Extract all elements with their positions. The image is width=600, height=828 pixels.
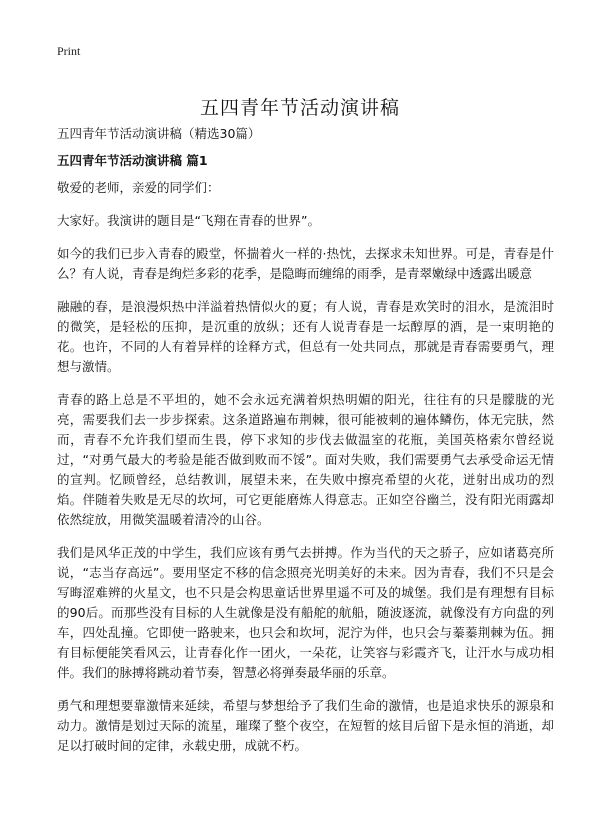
print-link[interactable]: Print <box>57 44 81 58</box>
document-subtitle: 五四青年节活动演讲稿（精选30篇） <box>57 126 261 141</box>
paragraph: 勇气和理想要靠激情来延续，希望与梦想给予了我们生命的激情，也是追求快乐的源泉和动力。激情是划过天际的流星，璀璨了整个夜空，在短暂的炫目后留下是永恒的消逝，却足以打破时间的定律，永载史册，成就不朽。 <box>57 698 554 753</box>
page-title: 五四青年节活动演讲稿 <box>199 96 400 119</box>
speech-body <box>57 178 554 769</box>
section-heading: 五四青年节活动演讲稿 篇1 <box>57 153 208 168</box>
paragraph: 青春的路上总是不平坦的，她不会永远充满着炽热明媚的阳光，往往有的只是朦胧的光亮，需要我们去一步步探索。这条道路遍布荆棘，很可能被刺的遍体鳞伤，体无完肤，然而，青春不允许我们望而生畏，停下求知的步伐去做温室的花瓶，美国英格索尔曾经说过，“对勇气最大的考验是能否做到败而不馁”。面对失败，我们需要勇气去承受命运无情的宣判。忆顾曾经，总结教训，展望未来，在失败中擦亮希望的火花，迸射出成功的烈焰。伴随着失败是无尽的坎坷，可它更能磨炼人得意志。正如空谷幽兰，没有阳光雨露却依然绽放，用微笑温暖着清冷的山谷。 <box>57 392 554 527</box>
paragraph: 如今的我们已步入青春的殿堂，怀揣着火一样的·热忱，去探求未知世界。可是，青春是什么？有人说，青春是绚烂多彩的花季，是隐晦而缠绵的雨季，是青翠嫩绿中透露出暖意 <box>57 246 554 281</box>
paragraph-salutation: 敬爱的老师，亲爱的同学们： <box>57 180 220 195</box>
paragraph: 融融的春，是浪漫炽热中洋溢着热情似火的夏；有人说，青春是欢笑时的泪水，是流泪时的微笑，是轻松的压抑，是沉重的放纵；还有人说青春是一坛醇厚的酒，是一束明艳的花。也许，不同的人有着异样的诠释方式，但总有一处共同点，那就是青春需要勇气，理想与激情。 <box>57 299 554 374</box>
paragraph: 我们是风华正茂的中学生，我们应该有勇气去拼搏。作为当代的天之骄子，应如诸葛亮所说，“志当存高远”。要用坚定不移的信念照亮光明美好的未来。因为青春，我们不只是会写晦涩难辨的火星文，也不只是会构思童话世界里遥不可及的城堡。我们是有理想有目标的90后。而那些没有目标的人生就像是没有船舵的航船，随波逐流，就像没有方向盘的列车，四处乱撞。它即使一路驶来，也只会和坎坷，泥泞为伴，也只会与蓁蓁荆棘为伍。拥有目标便能笑看风云，让青春化作一团火，一朵花，让笑容与彩霞齐飞，让汗水与成功相伴。我们的脉搏将跳动着节奏，智慧必将弹奏最华丽的乐章。 <box>57 545 554 680</box>
paragraph-greeting: 大家好。我演讲的题目是“飞翔在青春的世界”。 <box>57 213 320 228</box>
